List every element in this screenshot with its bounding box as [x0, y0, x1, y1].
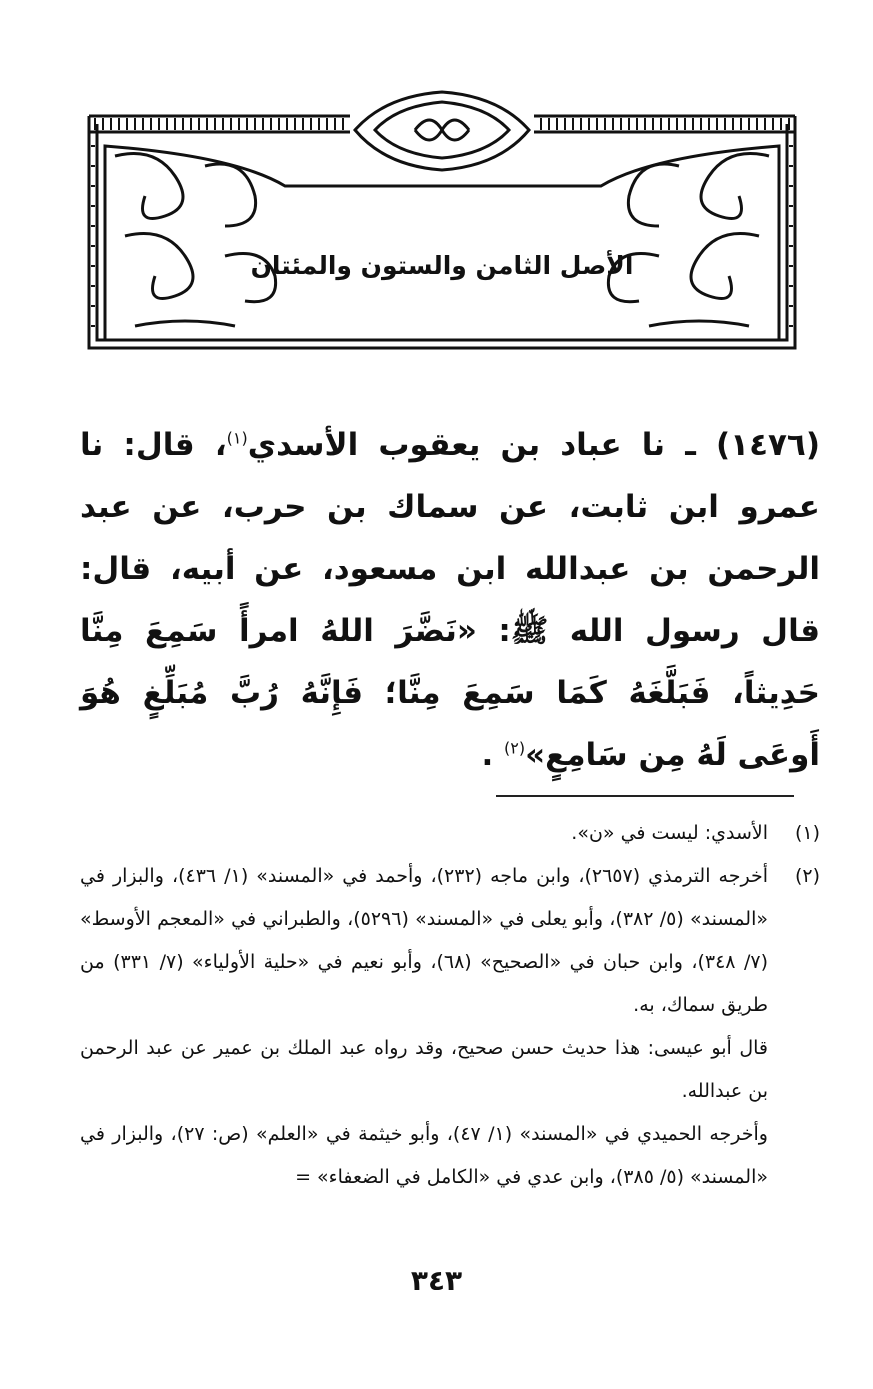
- footnote-paragraph: الأسدي: ليست في «ن».: [571, 822, 768, 844]
- footnote-marker-1: (١): [226, 428, 248, 448]
- chapter-title: الأصل الثامن والستون والمئتان: [250, 251, 634, 280]
- hadith-paragraph: [80, 414, 820, 786]
- hadith-quote-2: امرأً سَمِعَ مِنَّا حَدِيثاً، فَبَلَّغَهُ كَمَا سَمِعَ مِنَّا؛ فَإِنَّهُ رُبَّ مُبَلِّغٍ هُوَ: [80, 613, 820, 711]
- hadith-end: .: [481, 737, 494, 773]
- footnote-body: [80, 855, 768, 1199]
- footnote-marker-2: (٢): [504, 738, 526, 758]
- footnote-number: (١): [794, 822, 820, 844]
- hadith-chain-cont: ، قال: نا عمرو: [80, 427, 820, 525]
- page-number: ٣٤٣: [410, 1264, 463, 1297]
- footnote-paragraph: أخرجه الترمذي (٢٦٥٧)، وابن ماجه (٢٣٢)، وأحمد في «المسند» (١/ ٤٣٦)، والبزار في «المسند» (٥/ ٣٨٢)، وأبو يعلى في «المسند» (٥٢٩٦)، والطبراني في «المعجم الأوسط» (٧/ ٣٤٨)، وابن حبان في «الصحيح» (٦٨)، وأبو نعيم في «حلية الأولياء» (٧/ ٣٣١) من طريق سماك، به.: [80, 865, 768, 1016]
- hadith-number: (١٤٧٦): [715, 427, 821, 463]
- footnote-separator: [496, 795, 794, 797]
- hadith-quote-3: أَوعَى لَهُ مِن سَامِعٍ»: [525, 737, 820, 773]
- footnote-1: [80, 812, 820, 855]
- footnote-paragraph: قال أبو عيسى: هذا حديث حسن صحيح، وقد رواه عبد الملك بن عمير عن عبد الرحمن بن عبدالله.: [80, 1037, 768, 1102]
- hadith-quote-1: «نَضَّرَ اللهُ: [320, 613, 477, 649]
- hadith-chain-line3: ابن مسعود، عن أبيه، قال: قال رسول الله ﷺ:: [80, 551, 821, 649]
- footnote-body: [80, 812, 768, 855]
- footnote-2: [80, 855, 820, 1199]
- chapter-header-frame: [85, 86, 799, 354]
- ornamental-frame-icon: [85, 86, 799, 354]
- hadith-chain-start: ـ نا عباد بن يعقوب الأسدي: [247, 427, 696, 463]
- footnote-paragraph: وأخرجه الحميدي في «المسند» (١/ ٤٧)، وأبو خيثمة في «العلم» (ص: ٢٧)، والبزار في «المسند» (٥/ ٣٨٥)، وابن عدي في «الكامل في الضعفاء» =: [80, 1123, 768, 1188]
- footnotes: [80, 812, 820, 1199]
- hadith-text: [80, 414, 820, 786]
- hadith-chain-line2: ابن ثابت، عن سماك بن حرب، عن عبد الرحمن بن عبدالله: [80, 489, 820, 587]
- footnote-number: (٢): [794, 865, 820, 887]
